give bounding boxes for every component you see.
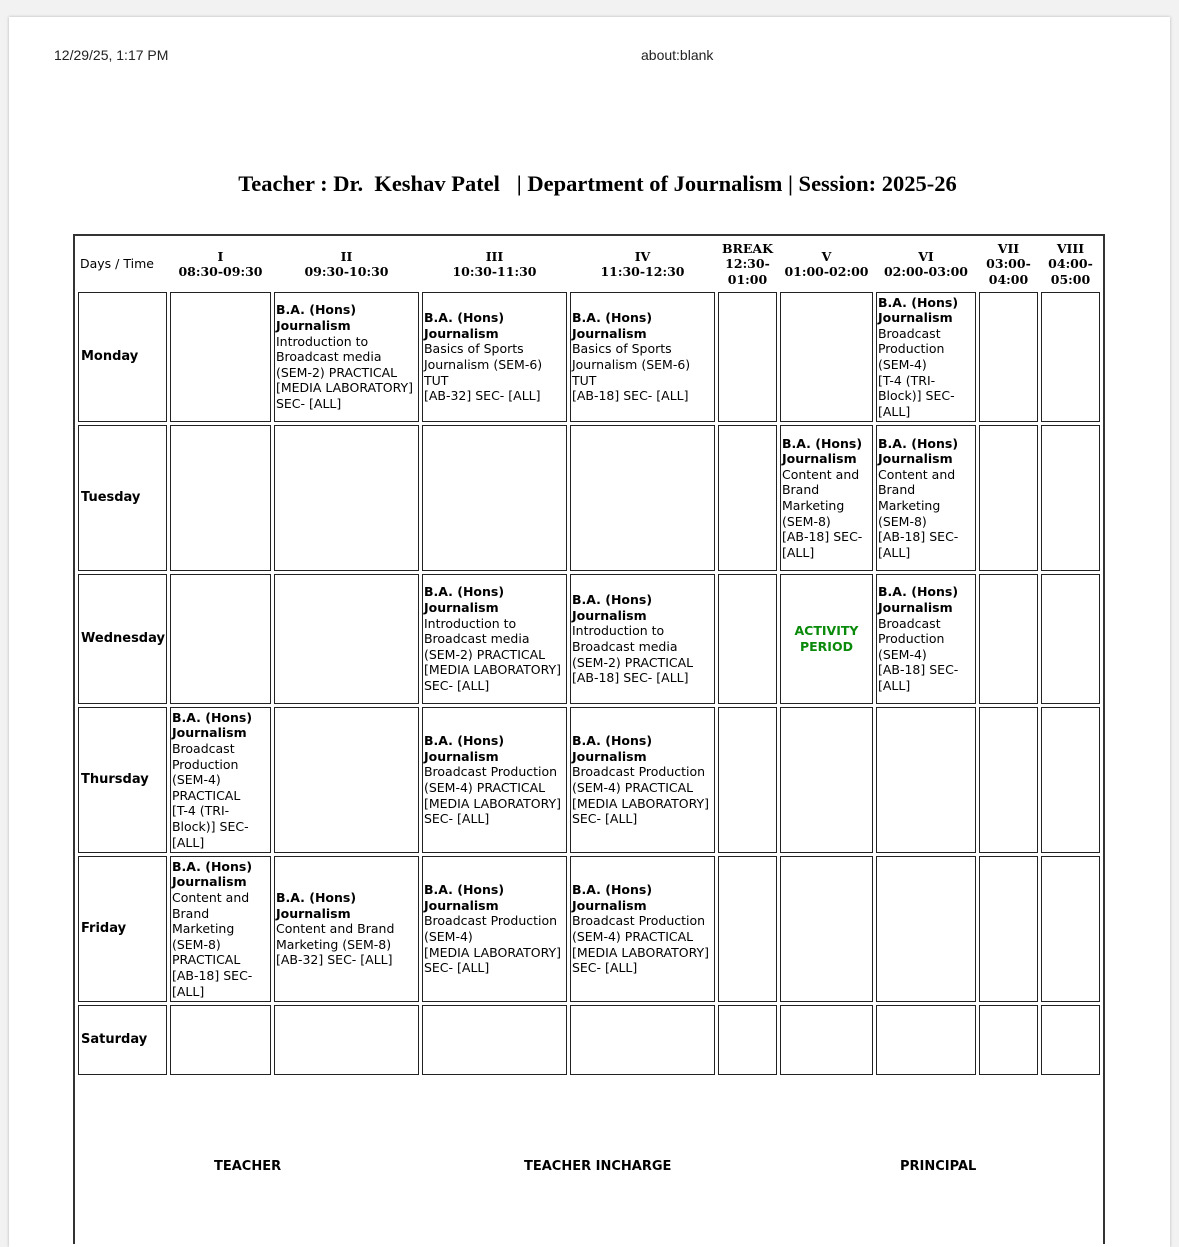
empty-slot [1041, 856, 1100, 1002]
class-slot [876, 574, 976, 704]
empty-slot [274, 425, 419, 571]
class-room: [AB-32] SEC- [ALL] [423, 388, 541, 404]
empty-slot [274, 574, 419, 704]
empty-slot [979, 707, 1038, 853]
class-subject: Broadcast Production (SEM-4) PRACTICAL [423, 764, 558, 795]
empty-slot [718, 425, 777, 571]
empty-slot [1041, 292, 1100, 422]
row-wednesday [78, 574, 1100, 704]
class-room: [AB-18] SEC- [ALL] [571, 388, 689, 404]
empty-slot [170, 292, 271, 422]
class-slot [876, 292, 976, 422]
class-course: B.A. (Hons) Journalism [423, 733, 505, 764]
empty-slot [718, 1005, 777, 1075]
class-room: [AB-18] SEC- [ALL] [571, 670, 689, 686]
class-slot [570, 707, 715, 853]
row-saturday [78, 1005, 1100, 1075]
class-room: [MEDIA LABORATORY] SEC- [ALL] [275, 380, 413, 411]
empty-slot [979, 574, 1038, 704]
class-course: B.A. (Hons) Journalism [877, 435, 959, 467]
class-course: B.A. (Hons) Journalism [877, 294, 959, 326]
class-room: [MEDIA LABORATORY] SEC- [ALL] [571, 795, 709, 827]
class-room: [MEDIA LABORATORY] SEC- [ALL] [423, 944, 561, 976]
class-subject: Content and Brand Marketing (SEM-8) PRACTICAL [171, 890, 250, 968]
row-friday [78, 856, 1100, 1002]
class-room: [MEDIA LABORATORY] SEC- [ALL] [423, 795, 561, 827]
period-header-ii: II 09:30-10:30 [304, 248, 389, 279]
empty-slot [1041, 1005, 1100, 1075]
class-course: B.A. (Hons) Journalism [171, 709, 253, 741]
timetable [75, 236, 1103, 1078]
empty-slot [170, 574, 271, 704]
class-course: B.A. (Hons) Journalism [571, 733, 653, 764]
class-room: [AB-32] SEC- [ALL] [275, 952, 393, 968]
empty-slot [422, 425, 567, 571]
class-subject: Broadcast Production (SEM-4) PRACTICAL [571, 913, 706, 944]
class-slot [570, 292, 715, 422]
empty-slot [876, 707, 976, 853]
class-course: B.A. (Hons) Journalism [423, 882, 505, 913]
class-room: [AB-18] SEC- [ALL] [781, 529, 863, 560]
class-course: B.A. (Hons) Journalism [571, 882, 653, 913]
empty-slot [570, 1005, 715, 1075]
period-header-viii: VIII 04:00-05:00 [1048, 240, 1093, 287]
class-subject: Basics of Sports Journalism (SEM-6) TUT [571, 341, 691, 388]
class-slot [422, 707, 567, 853]
class-subject: Basics of Sports Journalism (SEM-6) TUT [423, 341, 543, 388]
empty-slot [274, 707, 419, 853]
empty-slot [979, 425, 1038, 571]
empty-slot [780, 707, 873, 853]
header-row [78, 239, 1100, 289]
row-monday [78, 292, 1100, 422]
class-subject: Content and Brand Marketing (SEM-8) [781, 466, 860, 529]
period-header-i: I 08:30-09:30 [178, 248, 263, 279]
period-header-iii: III 10:30-11:30 [452, 248, 537, 279]
class-subject: Content and Brand Marketing (SEM-8) [275, 921, 395, 952]
class-room: [MEDIA LABORATORY] SEC- [ALL] [423, 662, 561, 693]
class-subject: Introduction to Broadcast media (SEM-2) PRACTICAL [275, 333, 398, 380]
empty-slot [1041, 425, 1100, 571]
empty-slot [718, 856, 777, 1002]
class-room: [T-4 (TRI-Block)] SEC- [ALL] [171, 803, 249, 850]
class-slot [170, 856, 271, 1002]
class-subject: Introduction to Broadcast media (SEM-2) PRACTICAL [571, 623, 694, 670]
class-slot [170, 707, 271, 853]
day-label: Wednesday [78, 574, 167, 704]
signature-teacher: TEACHER [214, 1159, 282, 1174]
class-room: [AB-18] SEC- [ALL] [877, 662, 959, 693]
signature-teacher-incharge: TEACHER INCHARGE [524, 1159, 672, 1174]
class-slot [422, 574, 567, 704]
class-course: B.A. (Hons) Journalism [781, 435, 863, 467]
class-course: B.A. (Hons) Journalism [571, 310, 653, 341]
empty-slot [1041, 574, 1100, 704]
class-course: B.A. (Hons) Journalism [877, 584, 959, 616]
class-subject: Broadcast Production (SEM-4) [877, 615, 945, 662]
class-subject: Broadcast Production (SEM-4) PRACTICAL [171, 741, 241, 803]
class-room: [T-4 (TRI-Block)] SEC- [ALL] [877, 372, 955, 419]
period-header-vi: VI 02:00-03:00 [883, 248, 968, 279]
empty-slot [979, 856, 1038, 1002]
empty-slot [780, 856, 873, 1002]
class-slot [570, 574, 715, 704]
class-room: [AB-18] SEC- [ALL] [171, 967, 253, 999]
period-header-v: V 01:00-02:00 [784, 248, 869, 279]
empty-slot [718, 707, 777, 853]
class-course: B.A. (Hons) Journalism [571, 592, 653, 623]
class-course: B.A. (Hons) Journalism [171, 858, 253, 890]
empty-slot [718, 292, 777, 422]
class-course: B.A. (Hons) Journalism [275, 302, 357, 334]
class-room: [AB-18] SEC- [ALL] [877, 529, 959, 560]
row-thursday [78, 707, 1100, 853]
class-slot [422, 856, 567, 1002]
print-url: about:blank [641, 47, 714, 63]
class-subject: Introduction to Broadcast media (SEM-2) PRACTICAL [423, 615, 546, 662]
class-course: B.A. (Hons) Journalism [423, 584, 505, 616]
class-slot [274, 292, 419, 422]
activity-period-label: ACTIVITY PERIOD [794, 623, 859, 654]
day-label: Tuesday [78, 425, 167, 571]
empty-slot [170, 425, 271, 571]
empty-slot [274, 1005, 419, 1075]
day-label: Friday [78, 856, 167, 1002]
class-course: B.A. (Hons) Journalism [275, 890, 357, 921]
day-label: Saturday [78, 1005, 167, 1075]
class-subject: Content and Brand Marketing (SEM-8) [877, 466, 956, 529]
row-tuesday [78, 425, 1100, 571]
days-time-header: Days / Time [80, 256, 154, 272]
empty-slot [422, 1005, 567, 1075]
page-title: Teacher : Dr. Keshav Patel | Department of Journalism | Session: 2025-26 [238, 171, 957, 196]
empty-slot [979, 1005, 1038, 1075]
period-header-vii: VII 03:00-04:00 [986, 240, 1031, 287]
empty-slot [876, 1005, 976, 1075]
class-room: [MEDIA LABORATORY] SEC- [ALL] [571, 944, 709, 976]
empty-slot [876, 856, 976, 1002]
class-course: B.A. (Hons) Journalism [423, 310, 505, 341]
class-slot [274, 856, 419, 1002]
day-label: Monday [78, 292, 167, 422]
period-header-iv: IV 11:30-12:30 [600, 248, 685, 279]
print-date: 12/29/25, 1:17 PM [54, 47, 169, 63]
class-slot [570, 856, 715, 1002]
empty-slot [979, 292, 1038, 422]
class-subject: Broadcast Production (SEM-4) PRACTICAL [571, 764, 706, 795]
day-label: Thursday [78, 707, 167, 853]
period-header-break: BREAK 12:30-01:00 [721, 240, 773, 287]
signature-principal: PRINCIPAL [900, 1159, 977, 1174]
empty-slot [1041, 707, 1100, 853]
class-slot [876, 425, 976, 571]
class-slot [780, 425, 873, 571]
class-slot [422, 292, 567, 422]
empty-slot [780, 292, 873, 422]
empty-slot [780, 1005, 873, 1075]
class-subject: Broadcast Production (SEM-4) [423, 913, 558, 944]
class-subject: Broadcast Production (SEM-4) [877, 325, 945, 372]
empty-slot [718, 574, 777, 704]
empty-slot [570, 425, 715, 571]
empty-slot [170, 1005, 271, 1075]
activity-slot [780, 574, 873, 704]
